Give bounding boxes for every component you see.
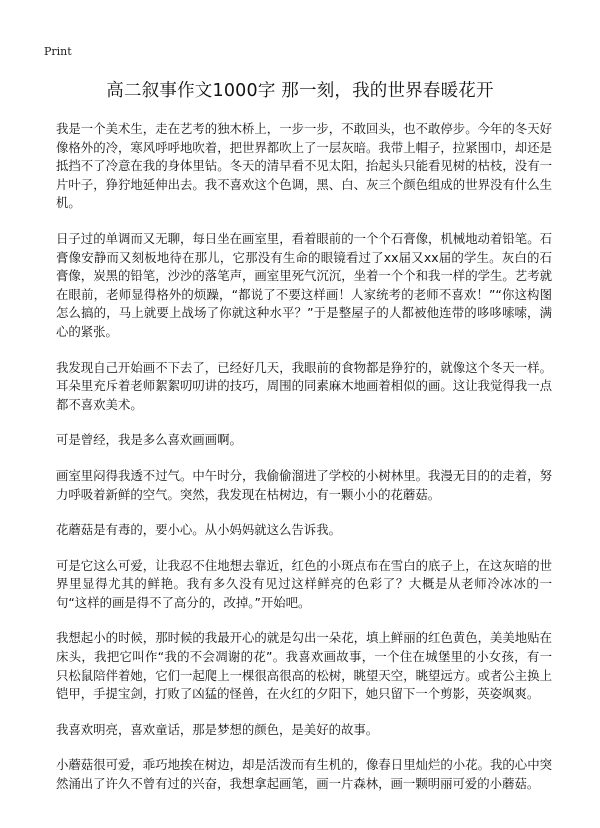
paragraph: 我想起小的时候，那时候的我最开心的就是勾出一朵花，填上鲜丽的红色黄色，美美地贴在床头，我把它叫作“我的不会凋谢的花”。我喜欢画故事，一个住在城堡里的小女孩，有一只松鼠陪伴着她，它们一起爬上一棵很高很高的松树，眺望天空，眺望远方。或者公主换上铠甲，手提宝剑，打败了凶猛的怪兽，在火红的夕阳下，她只留下一个剪影，英姿飒爽。 <box>56 630 552 702</box>
paragraph: 可是曾经，我是多么喜欢画画啊。 <box>56 432 242 448</box>
paragraph: 我发现自己开始画不下去了，已经好几天，我眼前的食物都是狰狞的，就像这个冬天一样。耳朵里充斥着老师絮絮叨叨讲的技巧，周围的同素麻木地画着相似的画。这让我觉得我一点都不喜欢美术。 <box>56 359 552 412</box>
paragraph: 日子过的单调而又无聊，每日坐在画室里，看着眼前的一个个石膏像，机械地动着铅笔。石膏像安静而又刻板地待在那儿，它那没有生命的眼镜看过了xx届又xx届的学生。灰白的石膏像，炭黑的铅笔，沙沙的落笔声，画室里死气沉沉，坐着一个个和我一样的学生。艺考就在眼前，老师显得格外的烦躁，“都说了不要这样画！人家统考的老师不喜欢！”“你这构图怎么搞的，马上就要上战场了你就这种水平？”于是整屋子的人都被他连带的哆哆嗦嗦，满心的紧张。 <box>56 230 552 339</box>
article-title: 高二叙事作文1000字 那一刻，我的世界春暖花开 <box>106 81 494 101</box>
paragraph: 可是它这么可爱，让我忍不住地想去靠近，红色的小斑点布在雪白的底子上，在这灰暗的世界里显得尤其的鲜艳。我有多久没有见过这样鲜亮的色彩了？大概是从老师冷冰冰的一句“这样的画是得不了高分的，改掉。”开始吧。 <box>56 557 552 610</box>
print-link[interactable]: Print <box>44 45 72 58</box>
paragraph: 我喜欢明亮，喜欢童话，那是梦想的颜色，是美好的故事。 <box>56 721 379 737</box>
paragraph: 我是一个美术生，走在艺考的独木桥上，一步一步，不敢回头，也不敢停步。今年的冬天好像格外的冷，寒风呼呼地吹着，把世界都吹上了一层灰暗。我带上帽子，拉紧围巾，却还是抵挡不了冷意在我的身体里钻。冬天的清早看不见太阳，抬起头只能看见树的枯枝，没有一片叶子，狰狞地延伸出去。我不喜欢这个色调，黑、白、灰三个颜色组成的世界没有什么生机。 <box>56 121 552 211</box>
paragraph: 画室里闷得我透不过气。中午时分，我偷偷溜进了学校的小树林里。我漫无目的的走着，努力呼吸着新鲜的空气。突然，我发现在枯树边，有一颗小小的花蘑菇。 <box>56 467 552 502</box>
article-body <box>56 120 552 811</box>
paragraph: 花蘑菇是有毒的，要小心。从小妈妈就这么告诉我。 <box>56 522 341 538</box>
paragraph: 小蘑菇很可爱，乖巧地挨在树边，却是活泼而有生机的，像春日里灿烂的小花。我的心中突然涌出了许久不曾有过的兴奋，我想拿起画笔，画一片森林，画一颗明丽可爱的小蘑菇。 <box>56 757 552 792</box>
